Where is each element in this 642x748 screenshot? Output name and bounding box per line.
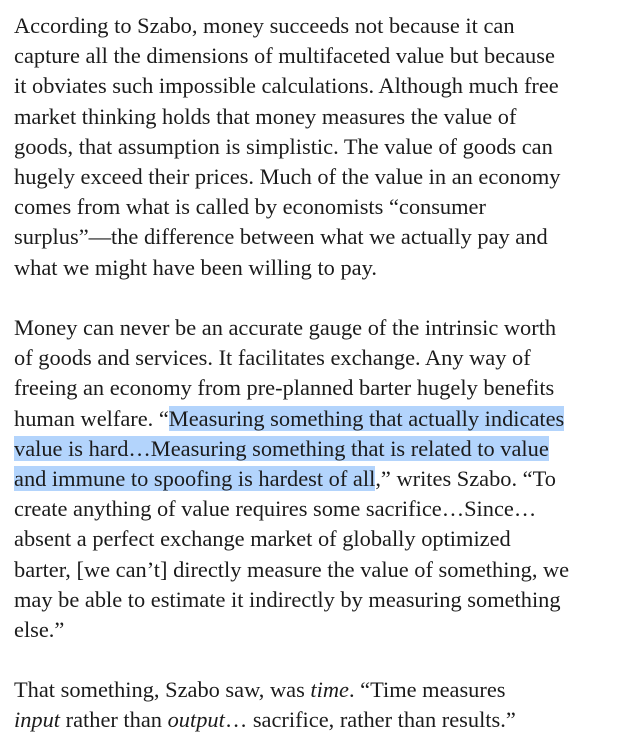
text-line: freeing an economy from pre-planned barter hugely benefits	[14, 375, 555, 401]
text-line: comes from what is called by economists “consumer	[14, 194, 486, 220]
text-line: barter, [we can’t] directly measure the value of something, we	[14, 556, 570, 582]
text-line	[14, 675, 516, 705]
paragraph-1	[14, 11, 561, 283]
emphasis-text: input	[14, 707, 61, 733]
highlighted-quote[interactable]: and immune to spoofing is hardest of all	[14, 465, 376, 491]
text-line: surplus”—the difference between what we actually pay and	[14, 224, 548, 250]
text-line: market thinking holds that money measures the value of	[14, 103, 517, 129]
text-segment: human welfare. “	[14, 405, 169, 431]
text-line: absent a perfect exchange market of globally optimized	[14, 526, 511, 552]
text-line	[14, 705, 516, 735]
paragraph-3	[14, 675, 516, 735]
text-line: According to Szabo, money succeeds not because it can	[14, 13, 515, 38]
text-line: create anything of value requires some sacrifice…Since…	[14, 496, 537, 522]
emphasis-text: output	[167, 707, 225, 733]
text-line: what we might have been willing to pay.	[14, 254, 377, 280]
text-segment: That something, Szabo saw, was	[14, 677, 311, 702]
highlighted-quote[interactable]: Measuring something that actually indicates	[168, 405, 565, 431]
text-line: it obviates such impossible calculations. Although much free	[14, 73, 559, 99]
text-line	[14, 464, 569, 494]
text-line: may be able to estimate it indirectly by measuring something	[14, 586, 561, 612]
text-segment: . “Time measures	[348, 677, 506, 702]
text-line	[14, 404, 569, 434]
text-line	[14, 434, 569, 464]
text-line: goods, that assumption is simplistic. The value of goods can	[14, 133, 553, 159]
text-line: else.”	[14, 616, 65, 642]
text-segment: rather than	[60, 707, 168, 733]
text-line: Money can never be an accurate gauge of the intrinsic worth	[14, 315, 557, 340]
text-segment: ,” writes Szabo. “To	[375, 465, 556, 491]
emphasis-text: time	[310, 677, 349, 702]
text-line: capture all the dimensions of multifaceted value but because	[14, 43, 555, 69]
paragraph-2	[14, 313, 569, 645]
text-line: hugely exceed their prices. Much of the value in an economy	[14, 163, 561, 189]
highlighted-quote[interactable]: value is hard…Measuring something that is related to value	[14, 435, 549, 461]
text-segment: … sacrifice, rather than results.”	[224, 707, 516, 733]
text-line: of goods and services. It facilitates exchange. Any way of	[14, 345, 531, 371]
